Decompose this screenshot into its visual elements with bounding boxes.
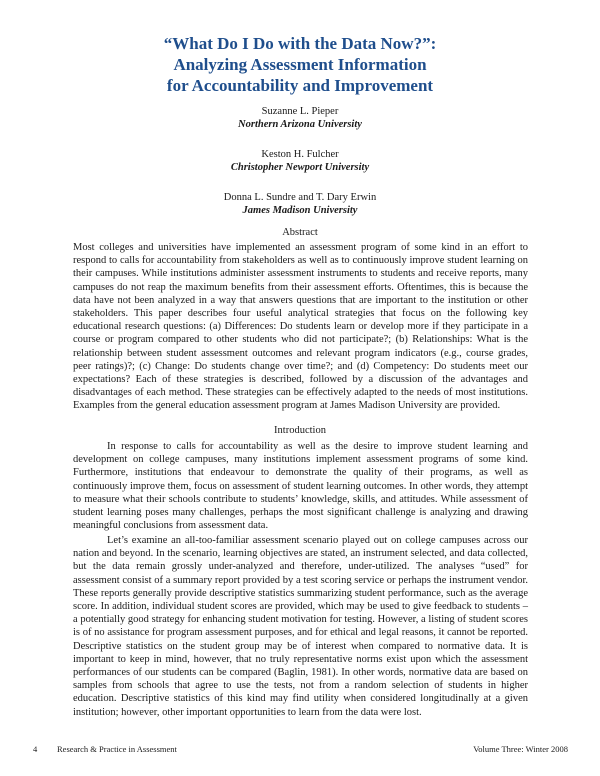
paper-title <box>0 33 600 96</box>
author-entry <box>0 148 600 174</box>
abstract-text: Most colleges and universities have implemented an assessment program of some kind in an effort to respond to calls for accountability from stakeholders as well as to continuously improve student learning on their campuses. While institutions administer assessment instruments to students and receive reports, many campuses do not reap the maximum benefits from their assessment efforts. Oftentimes, this is because the data have not been analyzed in a way that answers questions that are important to the institution or other stakeholders. This paper describes four useful analytical strategies that focus on the following key educational research questions: (a) Differences: Do students learn or develop more if they participate in a course or program compared to other students who did not participate?; (b) Relationships: What is the relationship between student assessment outcomes and relevant program indicators (e.g., course grades, peer ratings)?; (c) Change: Do students change over time?; and (d) Competency: Do students meet our expectations? Each of these strategies is described, followed by a discussion of the advantages and disadvantages of each method. These strategies can be effectively adapted to the needs of most institutions. Examples from the general education assessment program at James Madison University are provided. <box>73 242 528 412</box>
page-number: 4 <box>33 744 38 754</box>
journal-name: Research & Practice in Assessment <box>57 744 177 754</box>
volume-info: Volume Three: Winter 2008 <box>473 744 568 754</box>
author-entry <box>0 105 600 131</box>
body-paragraph: In response to calls for accountability as well as the desire to improve student learning and development on college campuses, many institutions implement assessment programs of some kind. Furthermore, institutions that endeavour to demonstrate the quality of their programs, as well as continuously improve them, focus on assessment of student learning outcomes. In other words, they attempt to measure what their schools contribute to students’ knowledge, skills, and attitudes. While assessment of student learning poses many challenges, perhaps the most significant challenge is analyzing and drawing meaningful conclusions from assessment data. <box>73 441 528 532</box>
author-name: Suzanne L. Pieper <box>261 106 339 117</box>
author-affiliation: Christopher Newport University <box>230 162 370 173</box>
author-name: Keston H. Fulcher <box>261 149 339 160</box>
title-line-1: “What Do I Do with the Data Now?”: <box>163 34 437 53</box>
author-affiliation: James Madison University <box>242 205 358 216</box>
author-name: Donna L. Sundre and T. Dary Erwin <box>223 192 377 203</box>
author-block <box>0 105 600 234</box>
title-line-2: Analyzing Assessment Information <box>173 55 427 74</box>
abstract-heading: Abstract <box>282 227 318 238</box>
title-line-3: for Accountability and Improvement <box>166 76 434 95</box>
author-affiliation: Northern Arizona University <box>238 119 362 130</box>
introduction-heading: Introduction <box>274 425 326 436</box>
body-paragraph: Let’s examine an all-too-familiar assessment scenario played out on college campuses across our nation and beyond. In the scenario, learning objectives are stated, an instrument selected, and data collected, but the data remain grossly under-analyzed and therefore, under-utilized. The analyses “used” for assessment consist of a summary report provided by a test scoring service or perhaps the instrument vendor. These reports generally provide descriptive statistics summarizing student performance, such as the average score. In addition, individual student scores are provided, which may be used to give feedback to students – a potentially good strategy for enhancing student motivation for testing. However, a listing of student scores is of no assistance for program assessment purposes, and for ethical and legal reasons, it cannot be reported. Descriptive statistics on the student group may be of interest when compared to normative data. It is important to keep in mind, however, that no truly representative norms exist upon which the assessment performances of our students can be compared (Baglin, 1981). In other words, normative data are based on samples from schools that agree to use the tests, not from a random selection of students in higher education. Descriptive statistics of this kind may find utility when considered longitudinally at a given institution; however, other important opportunities to learn from the data were lost. <box>73 535 528 718</box>
author-entry <box>0 191 600 217</box>
